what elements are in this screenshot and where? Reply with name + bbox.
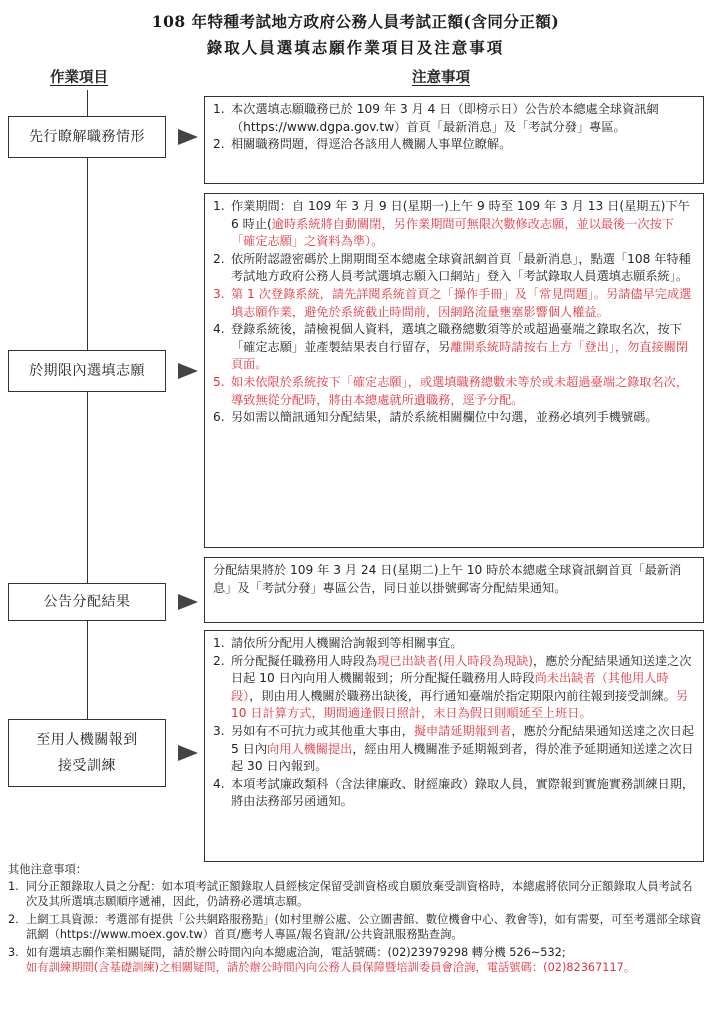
column-header-notes: 注意事項 — [412, 70, 470, 86]
item-number: 2. — [213, 653, 225, 668]
item-text-highlight: 如未依限於系統按下「確定志願」，或選填職務總數未等於或未超過臺端之錄取名次，導致無從分配時，將由本總處就所遺職務，逕予分配。 — [231, 374, 689, 407]
item-text: 本次選填志願職務已於 109 年 3 月 4 日（即榜示日）公告於本總處全球資訊網（https://www.dgpa.gov.tw）首頁「最新消息」及「考試分發」專區。 — [231, 102, 659, 134]
list-item — [213, 409, 695, 427]
item-text-highlight: 向用人機關提出 — [267, 741, 353, 756]
item-text: 同分正額錄取人員之分配：如本項考試正額錄取人員經核定保留受訓資格或自願放棄受訓資格時，本總處將依同分正額錄取人員考試名次及其所選填志願順序遞補，因此，仍請務必選填志願。 — [26, 879, 693, 908]
list-item — [213, 286, 695, 321]
list-item — [213, 776, 695, 811]
other-notes-heading: 其他注意事項： — [8, 863, 88, 876]
column-header-steps: 作業項目 — [50, 70, 108, 86]
item-text: 所分配擬任職務用人時段為 — [231, 653, 378, 668]
item-text: 本項考試廉政類科（含法律廉政、財經廉政）錄取人員，實際報到實施實務訓練日期，將由法務部另函通知。 — [231, 776, 695, 809]
box-text: 分配結果將於 109 年 3 月 24 日(星期二)上午 10 時於本總處全球資訊網首頁「最新消息」及「考試分發」專區公告，同日並以掛號郵寄分配結果通知。 — [213, 563, 682, 595]
item-text: ，經由用人機關准予延期報到者，得於准予延期通知送達之次日起 30 日內報到。 — [231, 741, 694, 774]
notes-box-fill-preferences — [204, 193, 704, 548]
step-fill-preferences — [8, 350, 166, 392]
item-number: 4. — [213, 322, 225, 337]
step-report-training — [8, 719, 166, 787]
item-number: 6. — [213, 410, 225, 425]
list-item — [8, 879, 703, 910]
item-text: 相關職務問題，得逕洽各該用人機關人事單位瞭解。 — [231, 137, 512, 152]
list-item — [213, 198, 695, 251]
list-item — [213, 374, 695, 409]
arrow-right-icon — [178, 594, 198, 610]
list-item — [213, 251, 695, 286]
flow-connector-line — [87, 90, 88, 748]
document-title-line1: 108 年特種考試地方政府公務人員考試正額(含同分正額) — [151, 12, 560, 31]
item-text-highlight: 另 10 日計算方式，期間適逢假日照計，末日為假日則順延至上班日。 — [231, 688, 689, 721]
item-text: 依所附認證密碼於上開期間至本總處全球資訊網首頁「最新消息」，點選「108 年特種考試地方政府公務人員考試選填志願入口網站」登入「考試錄取人員選填志願系統」。 — [231, 251, 691, 284]
item-number: 5. — [213, 374, 225, 389]
item-number: 4. — [213, 776, 225, 791]
item-text-highlight: 逾時系統將自動關閉，另作業期間可無限次數修改志願，並以最後一次按下「確定志願」之資料為準）。 — [231, 216, 674, 249]
item-text: 另如有不可抗力或其他重大事由， — [231, 723, 414, 738]
item-number: 1. — [213, 199, 225, 213]
item-text: ，則由用人機關於職務出缺後，再行通知臺端於指定期限內前往報到接受訓練。 — [249, 688, 676, 703]
item-number: 3. — [213, 723, 225, 738]
item-text-highlight: 現已出缺者(用人時段為現缺) — [377, 653, 534, 668]
notes-box-report — [204, 630, 704, 862]
step-label: 於期限內選填志願 — [29, 363, 145, 379]
step-announce-results — [8, 583, 166, 621]
item-number: 2. — [213, 137, 225, 152]
item-text-highlight: 第 1 次登錄系統，請先詳閱系統首頁之「操作手冊」及「常見問題」。另請儘早完成選填志願作業，避免於系統截止時間前，因網路流量壅塞影響個人權益。 — [231, 286, 692, 319]
item-number: 2. — [213, 251, 225, 266]
step-label: 先行瞭解職務情形 — [29, 129, 145, 145]
item-number: 1. — [213, 102, 225, 116]
item-number: 3. — [8, 945, 19, 959]
item-text: 登錄系統後，請檢視個人資料，選填之職務總數須等於或超過臺端之錄取名次，按下「確定志願」並產製結果表自行留存，另 — [231, 322, 682, 354]
arrow-right-icon — [178, 129, 198, 145]
item-text-highlight: 尚未出缺者（其他用人時段） — [231, 671, 669, 703]
list-item — [213, 723, 695, 776]
item-number: 3. — [213, 286, 225, 301]
list-item — [213, 635, 695, 653]
list-item — [213, 321, 695, 374]
list-item — [8, 912, 703, 943]
step-understand-positions — [8, 116, 166, 158]
list-item — [8, 945, 703, 976]
step-label-line1: 至用人機關報到 — [36, 732, 138, 748]
other-notes-section — [8, 862, 703, 978]
list-item — [213, 136, 695, 154]
item-text: ，應於分配結果通知送達之次日起 5 日內 — [231, 723, 695, 756]
item-text-highlight: 擬申請延期報到者 — [413, 723, 512, 738]
arrow-right-icon — [178, 363, 198, 379]
item-text: 如有選填志願作業相關疑問，請於辦公時間內向本總處洽詢，電話號碼：(02)23979298 轉分機 526~532; — [26, 945, 566, 959]
list-item — [213, 101, 695, 136]
item-text: 請依所分配用人機關洽詢報到等相關事宜。 — [231, 636, 463, 650]
step-label-line2: 接受訓練 — [58, 758, 116, 774]
item-text: 作業期間：自 109 年 3 月 9 日(星期一)上午 9 時至 109 年 3 月 13 日(星期五)下午 6 時止( — [231, 199, 690, 231]
notes-box-announce — [204, 557, 704, 623]
arrow-right-icon — [178, 745, 198, 761]
list-item — [213, 653, 695, 723]
notes-box-understand — [204, 96, 704, 184]
step-label: 公告分配結果 — [43, 594, 131, 610]
item-text-highlight: 如有訓練期間(含基礎訓練)之相關疑問，請於辦公時間內向公務人員保障暨培訓委員會洽詢，電話號碼：(02)82367117。 — [26, 961, 636, 974]
item-number: 1. — [8, 879, 19, 893]
item-text-highlight: 離開系統時請按右上方「登出」，勿直接關閉頁面。 — [231, 339, 689, 372]
document-title-line2: 錄取人員選填志願作業項目及注意事項 — [206, 38, 505, 57]
item-text: ，應於分配結果通知送達之次日起 10 日內向用人機關報到；所分配擬任職務用人時段 — [231, 653, 692, 686]
item-number: 2. — [8, 912, 19, 926]
item-text: 另如需以簡訊通知分配結果，請於系統相關欄位中勾選，並務必填列手機號碼。 — [231, 410, 658, 425]
item-text: 上網工具資源：考選部有提供「公共網路服務點」(如村里辦公處、公立圖書館、數位機會中心、教會等)，如有需要，可至考選部全球資訊網（https://www.moex.gov.tw）首頁/應考人專區/報名資訊/公共資訊服務點查詢。 — [26, 912, 702, 941]
item-number: 1. — [213, 636, 225, 650]
